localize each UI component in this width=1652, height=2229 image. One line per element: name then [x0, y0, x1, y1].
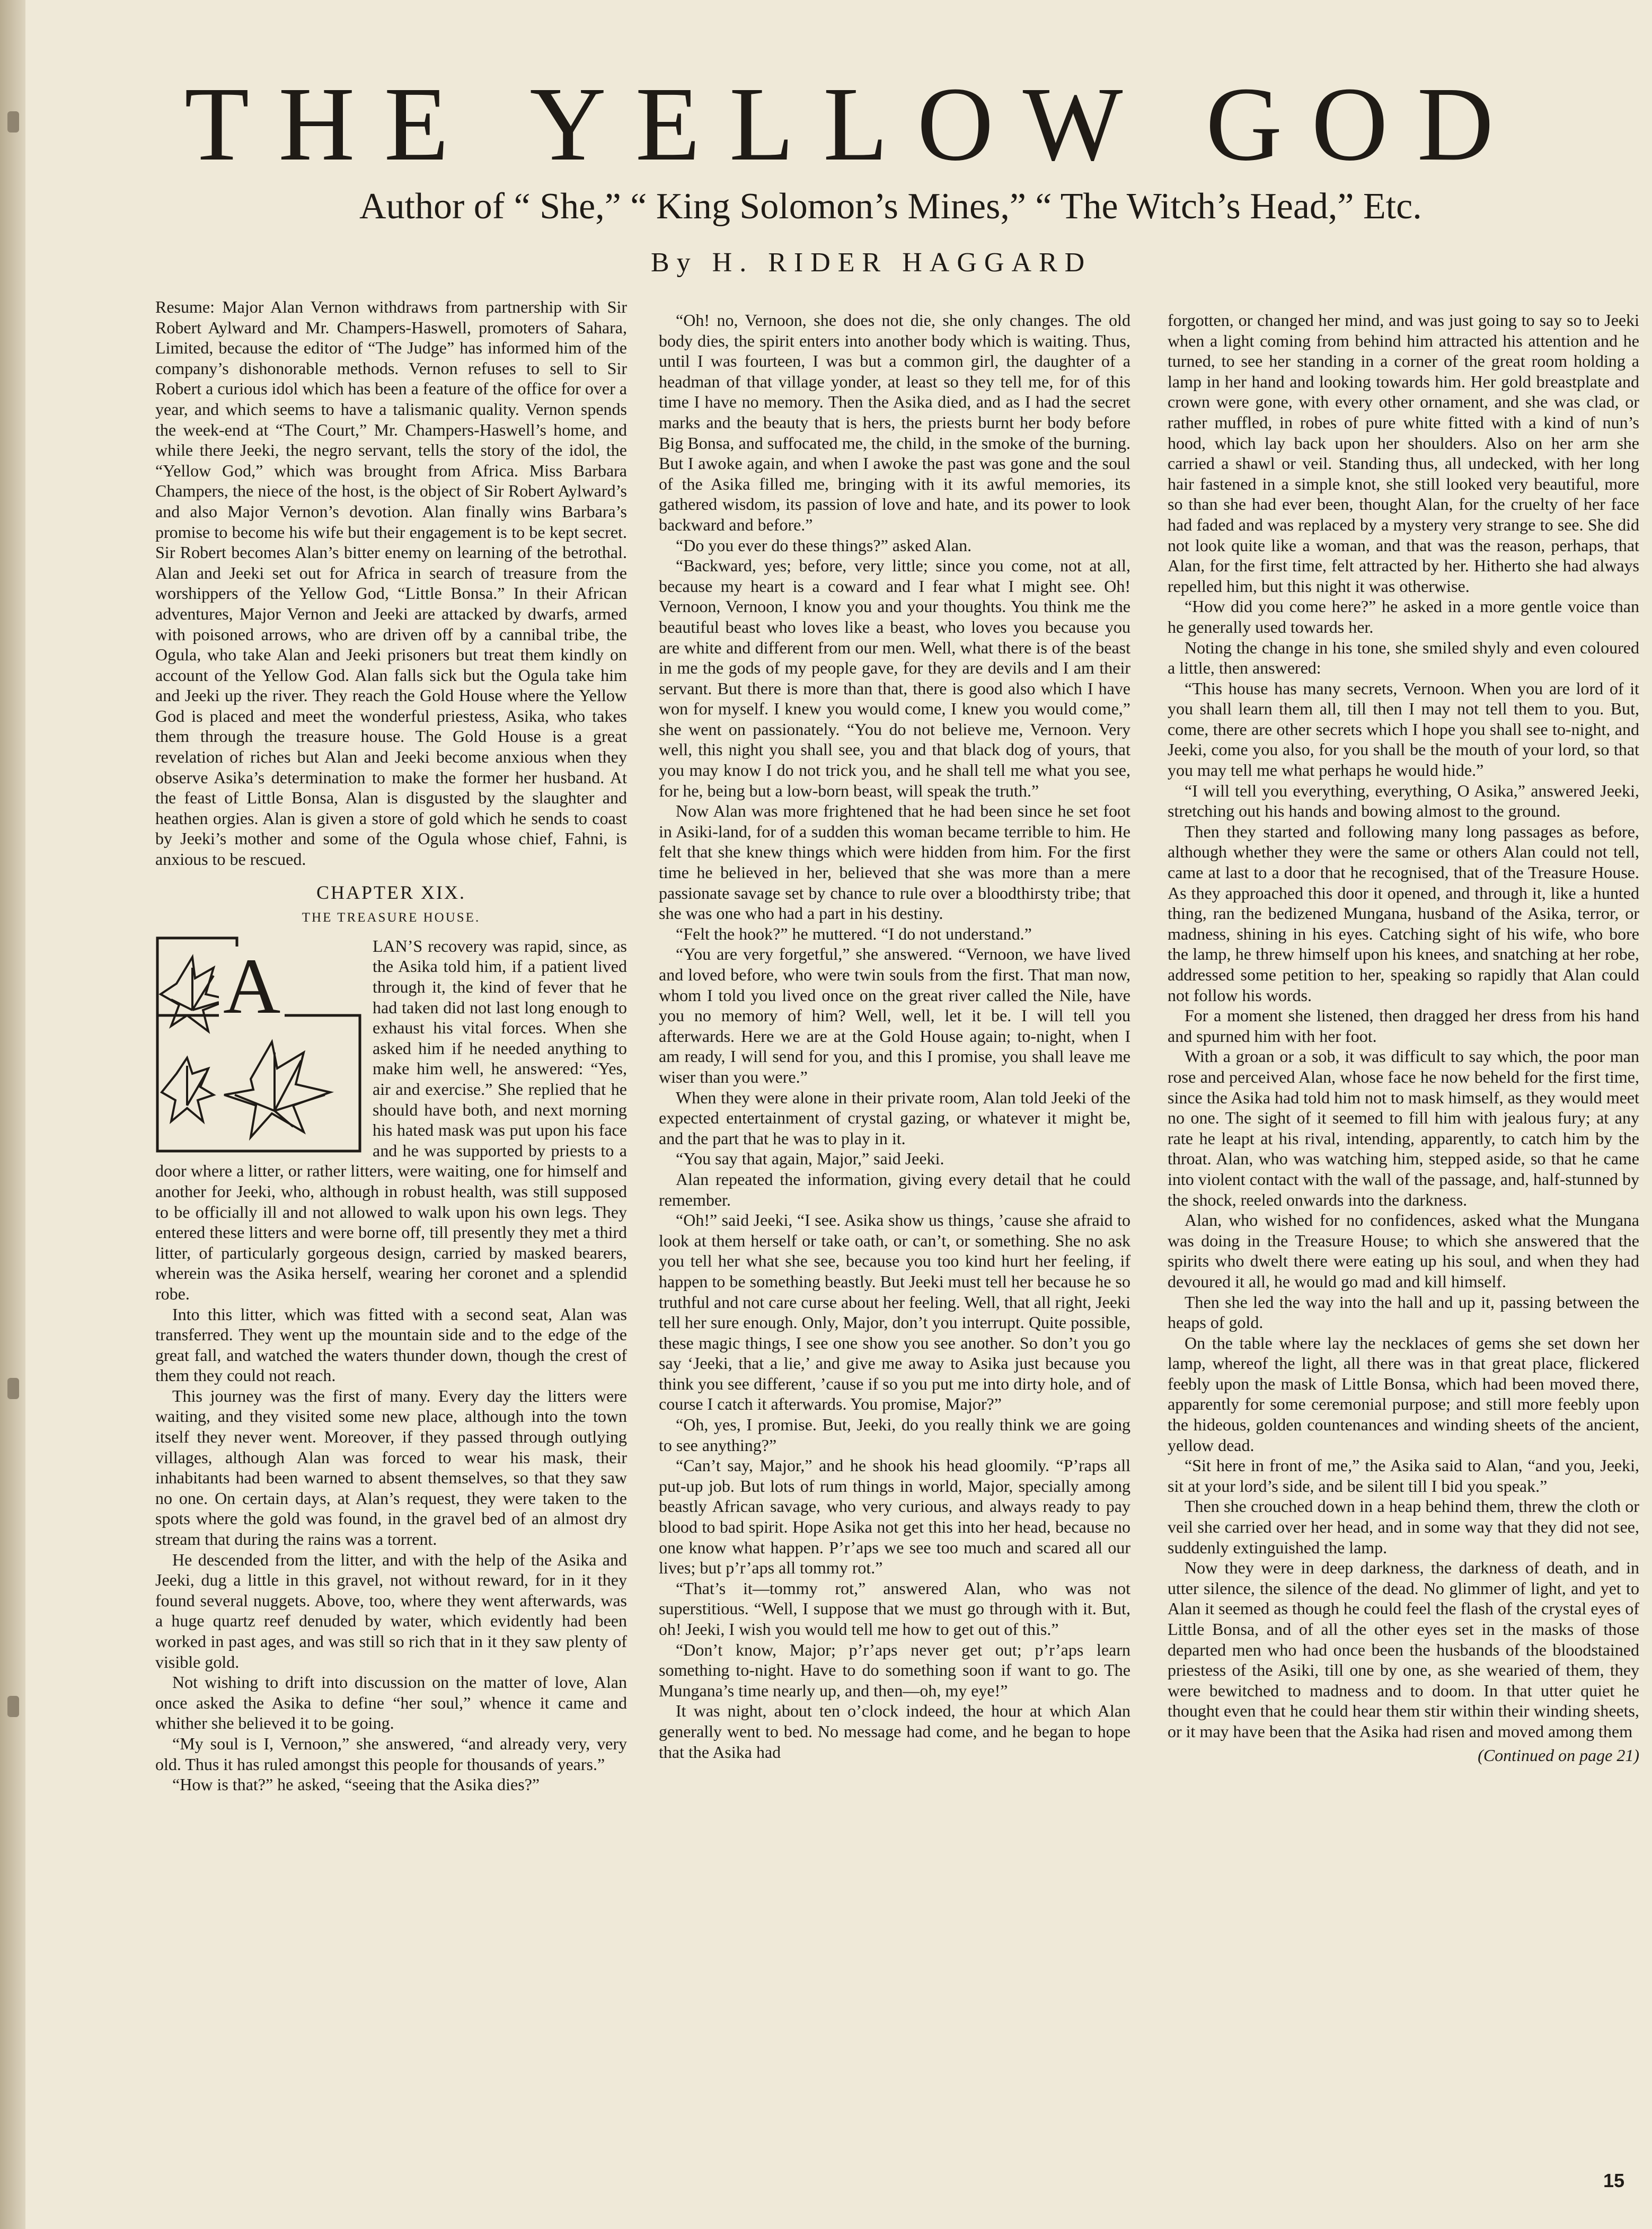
paragraph: “Backward, yes; before, very little; since you come, not at all, because my heart is a coward and I fear what I might see. Oh! Vernoon, Vernoon, I know you and your thoughts. You think me the beautiful beast who loves like a beast, who loves you because you are white and different from our men. Well, what there is of the beast in me the gods of my people gave, for they are devils and I am their servant. But there is more than that, there is good also which I have won for myself. I knew you would come, I knew you would come,” she went on passionately. “You do not believe me, Vernoon. Very well, this night you shall see, you and that black dog of yours, that you may know I do not trick you, and he shall tell me what you see, for he, being but a low-born beast, will speak the truth.”	[659, 556, 1130, 800]
magazine-page	[25, 0, 1652, 2229]
paragraph: Into this litter, which was fitted with a second seat, Alan was transferred. They went up the mountain side and to the edge of the great fall, and watched the waters thunder down, though the crest of them they could not reach.	[155, 1304, 627, 1385]
paragraph: “Sit here in front of me,” the Asika said to Alan, “and you, Jeeki, sit at your lord’s side, and be silent till I bid you speak.”	[1168, 1456, 1639, 1496]
decorative-initial	[155, 936, 362, 1153]
paragraph: “Can’t say, Major,” and he shook his head gloomily. “P’raps all put-up job. But lots of rum things in world, Major, specially among beastly African savage, who very curious, and always ready to pay blood to bad spirit. Hope Asika not get this into her head, because no one know what happen. P’r’aps we see too much and scared all our lives; but p’r’aps all tommy rot.”	[659, 1456, 1130, 1578]
paragraph: “Don’t know, Major; p’r’aps never get out; p’r’aps learn something to-night. Have to do something soon if want to go. The Mungana’s time nearly up, and then—oh, my eye!”	[659, 1640, 1130, 1700]
paragraph: Now Alan was more frightened that he had been since he set foot in Asiki-land, for of a sudden this woman became terrible to him. He felt that she knew things which were hidden from him. For the first time he believed in her, believed that she was more than a mere passionate savage set by chance to rule over a bloodthirsty tribe; that she was one who had a part in his destiny.	[659, 801, 1130, 923]
author-credits: Author of “ She,” “ King Solomon’s Mines,” “ The Witch’s Head,” Etc.	[359, 186, 1422, 227]
paragraph: “Felt the hook?” he muttered. “I do not understand.”	[676, 924, 1032, 943]
paragraph: Not wishing to drift into discussion on the matter of love, Alan once asked the Asika to define “her soul,” whence it came and whither she believed it to be going.	[155, 1673, 627, 1733]
binding-edge	[0, 0, 25, 2229]
paragraph: “Oh!” said Jeeki, “I see. Asika show us things, ’cause she afraid to look at them herself or take oath, or can’t, or something. She no ask you tell her what she see, because you too kind hurt her feeling, if happen to be something beastly. But Jeeki must tell her because he so truthful and not care curse about her feeling. Well, that all right, Jeeki tell her sure enough. Only, Major, don’t you interrupt. Quite possible, these magic things, I see one show you see another. So don’t you go say ‘Jeeki, that a lie,’ and give me away to Asika just because you think you see different, ’cause if so you put me into dirty hole, and of course I catch it afterwards. You promise, Major?”	[659, 1210, 1130, 1414]
paragraph: Then they started and following many long passages as before, although whether they were the same or others Alan could not tell, came at last to a door that he recognised, that of the Treasure House. As they approached this door it opened, and through it, like a hunted thing, ran the bedizened Mungana, husband of the Asika, terror, or madness, shining in his eyes. Catching sight of his wife, who bore the lamp, he threw himself upon his knees, and snatching at her robe, addressed some petition to her, speaking so rapidly that Alan could not follow his words.	[1168, 821, 1639, 1005]
paragraph: For a moment she listened, then dragged her dress from his hand and spurned him with her foot.	[1168, 1006, 1639, 1046]
paragraph: “How is that?” he asked, “seeing that the Asika dies?”	[172, 1775, 540, 1794]
paragraph: This journey was the first of many. Every day the litters were waiting, and they visited some new place, although into the town itself they never went. Moreover, if they passed through outlying villages, although Alan was forced to wear his mask, their inhabitants had been warned to absent themselves, so that they saw no one. On certain days, at Alan’s request, they were taken to the spots where the gold was found, in the gravel bed of an almost dry stream that during the rains was a torrent.	[155, 1386, 627, 1549]
page-number: 15	[1603, 2170, 1624, 2191]
paragraph: “Do you ever do these things?” asked Alan.	[676, 535, 972, 555]
paragraph: LAN’S recovery was rapid, since, as the Asika told him, if a patient lived through it, the kind of fever that he had taken did not last long enough to exhaust his vital forces. When she asked him if he needed anything to make him well, he answered: “Yes, air and exercise.” She replied that he should have both, and next morning his hated mask was put upon his face and he was supported by priests to a door where a litter, or rather litters, were waiting, one for himself and another for Jeeki, who, although in robust health, was still supposed to be officially ill and not allowed to walk upon his own legs. They entered these litters and were borne off, till presently they met a third litter, of particularly gorgeous design, carried by masked bearers, wherein was the Asika herself, wearing her coronet and a splendid robe.	[155, 936, 627, 1303]
chapter-title: THE TREASURE HOUSE.	[302, 910, 481, 925]
resume-paragraph: Resume: Major Alan Vernon withdraws from partnership with Sir Robert Aylward and Mr. Champers-Haswell, promoters of Sahara, Limited, because the editor of “The Judge” has informed him of the company’s dishonorable methods. Vernon refuses to sell to Sir Robert a curious idol which has been a feature of the office for over a year, and which seems to have a talismanic quality. Vernon spends the week-end at “The Court,” Mr. Champers-Haswell’s home, and while there Jeeki, the negro servant, tells the story of the idol, the “Yellow God,” which was brought from Africa. Miss Barbara Champers, the niece of the host, is the object of Sir Robert Aylward’s and also Major Vernon’s devotion. Alan finally wins Barbara’s promise to become his wife but their engagement is to be kept secret. Sir Robert becomes Alan’s bitter enemy on learning of the betrothal. Alan and Jeeki set out for Africa in search of treasure from the worshippers of the Yellow God, “Little Bonsa.” In their African adventures, Major Vernon and Jeeki are attacked by dwarfs, armed with poisoned arrows, who are driven off by a cannibal tribe, the Ogula, who take Alan and Jeeki prisoners but treat them kindly on account of the Yellow God. Alan falls sick but the Ogula take him and Jeeki up the river. They reach the Gold House where the Yellow God is placed and meet the wonderful priestess, Asika, who takes them through the treasure house. The Gold House is a great revelation of riches but Alan and Jeeki become anxious when they observe Asika’s determination to make the former her husband. At the feast of Little Bonsa, Alan is disgusted by the slaughter and heathen orgies. Alan is given a store of gold which he sends to coast by Jeeki’s mother and some of the Ogula whose chief, Fahni, is anxious to be rescued.	[155, 297, 627, 869]
paragraph: “That’s it—tommy rot,” answered Alan, who was not superstitious. “Well, I suppose that we must go through with it. But, oh! Jeeki, I wish you would tell me how to get out of this.”	[659, 1578, 1130, 1639]
paragraph: Alan repeated the information, giving every detail that he could remember.	[659, 1169, 1130, 1209]
paragraph: Alan, who wished for no confidences, asked what the Mungana was doing in the Treasure House; to which she answered that the spirits who dwelt there were eating up his soul, and when they had devoured it all, he would go mad and kill himself.	[1168, 1210, 1639, 1291]
paragraph: With a groan or a sob, it was difficult to say which, the poor man rose and perceived Alan, whose face he now beheld for the first time, since the Asika had told him not to mask himself, as they would meet no one. The sight of it seemed to fill him with jealous fury; at any rate he leapt at his rival, intending, apparently, to catch him by the throat. Alan, who was watching him, stepped aside, so that he came into violent contact with the wall of the passage, and, half-stunned by the shock, reeled onwards into the darkness.	[1168, 1047, 1639, 1209]
chapter-number: CHAPTER XIX.	[316, 881, 466, 903]
paragraph: “Oh! no, Vernoon, she does not die, she only changes. The old body dies, the spirit enters into another body which is waiting. Thus, until I was fourteen, I was but a common girl, the daughter of a headman of that village yonder, at least so they tell me, for of this time I have no memory. Then the Asika died, and as I had the secret marks and the beauty that is hers, the priests burnt her body before Big Bonsa, and suffocated me, the child, in the smoke of the burning. But I awoke again, and when I awoke the past was gone and the soul of the Asika filled me, bringing with it its awful memories, its gathered wisdom, its passion of love and hate, and its power to look backward and before.”	[659, 311, 1130, 534]
paragraph: On the table where lay the necklaces of gems she set down her lamp, whereof the light, all there was in that great place, flickered feebly upon the mask of Little Bonsa, which had been moved there, apparently for some ceremonial purpose; and still more feebly upon the hideous, golden countenances and winding sheets of the ancient, yellow dead.	[1168, 1333, 1639, 1455]
paragraph: forgotten, or changed her mind, and was just going to say so to Jeeki when a light coming from behind him attracted his attention and he turned, to see her standing in a corner of the great room holding a lamp in her hand and looking towards him. Her gold breastplate and crown were gone, with every other ornament, and she was clad, or rather muffled, in robes of pure white fitted with a kind of nun’s hood, which lay back upon her shoulders. Also on her arm she carried a shawl or veil. Standing thus, all undecked, with her long hair fastened in a simple knot, she still looked very beautiful, more so than she had ever been, thought Alan, for the cruelty of her face had faded and was replaced by a mystery very strange to see. She did not look quite like a woman, and that was the reason, perhaps, that Alan, for the first time, felt attracted by her. Hitherto she had always repelled him, but this night it was otherwise.	[1168, 311, 1639, 596]
continued-notice: (Continued on page 21)	[1478, 1745, 1639, 1765]
paragraph: “Oh, yes, I promise. But, Jeeki, do you really think we are going to see anything?”	[659, 1415, 1130, 1455]
drop-cap-letter: A	[219, 947, 285, 1026]
byline: By H. RIDER HAGGARD	[651, 247, 1092, 278]
column-1	[155, 297, 627, 1795]
paragraph: He descended from the litter, and with the help of the Asika and Jeeki, dug a little in this gravel, not without reward, for in it they found several nuggets. Above, too, where they went afterwards, was a huge quartz reef denuded by water, which evidently had been worked in past ages, and was still so rich that in it they saw plenty of visible gold.	[155, 1550, 627, 1671]
column-3	[1168, 310, 1639, 1765]
binding-hole	[7, 1696, 19, 1717]
paragraph: “You are very forgetful,” she answered. “Vernoon, we have lived and loved before, who were twin souls from the first. That man now, whom I told you lived once on the great river called the Nile, have you no memory of him? Well, well, let it be. I will tell you afterwards. Here we are at the Gold House again; to-night, when I am ready, I will send for you, and this I promise, you shall leave me wiser than you were.”	[659, 944, 1130, 1086]
column-2	[659, 310, 1130, 1762]
paragraph: When they were alone in their private room, Alan told Jeeki of the expected entertainment of crystal gazing, or whatever it might be, and the part that he was to play in it.	[659, 1087, 1130, 1148]
paragraph: Then she crouched down in a heap behind them, threw the cloth or veil she carried over her head, and in some way that they did not see, suddenly extinguished the lamp.	[1168, 1497, 1639, 1557]
paragraph: “My soul is I, Vernoon,” she answered, “and already very, very old. Thus it has ruled amongst this people for thousands of years.”	[155, 1733, 627, 1774]
binding-hole	[7, 111, 19, 132]
binding-hole	[7, 1378, 19, 1399]
story-title: THE YELLOW GOD	[184, 66, 1523, 183]
paragraph: Now they were in deep darkness, the darkness of death, and in utter silence, the silence of the dead. No glimmer of light, and yet to Alan it seemed as though he could feel the flash of the crystal eyes of Little Bonsa, and of all the other eyes set in the masks of those departed men who had once been the husbands of the bloodstained priestess of the Asiki, till one by one, as she wearied of them, they were bewitched to madness and to doom. In that utter quiet he thought even that he could hear them stir within their winding sheets, or it may have been that the Asika had risen and moved among them	[1168, 1558, 1639, 1741]
paragraph: “You say that again, Major,” said Jeeki.	[676, 1149, 944, 1169]
paragraph: Then she led the way into the hall and up it, passing between the heaps of gold.	[1168, 1292, 1639, 1332]
paragraph: Noting the change in his tone, she smiled shyly and even coloured a little, then answered:	[1168, 638, 1639, 678]
paragraph: “This house has many secrets, Vernoon. When you are lord of it you shall learn them all, till then I may not tell them to you. But, come, there are other secrets which I hope you shall see to-night, and Jeeki, come you also, for you shall be the mouth of your lord, so that you may tell me what perhaps he would hide.”	[1168, 678, 1639, 780]
paragraph: It was night, about ten o’clock indeed, the hour at which Alan generally went to bed. No message had come, and he began to hope that the Asika had	[659, 1701, 1130, 1762]
paragraph: “I will tell you everything, everything, O Asika,” answered Jeeki, stretching out his hands and bowing almost to the ground.	[1168, 781, 1639, 821]
paragraph: “How did you come here?” he asked in a more gentle voice than he generally used towards her.	[1168, 597, 1639, 636]
